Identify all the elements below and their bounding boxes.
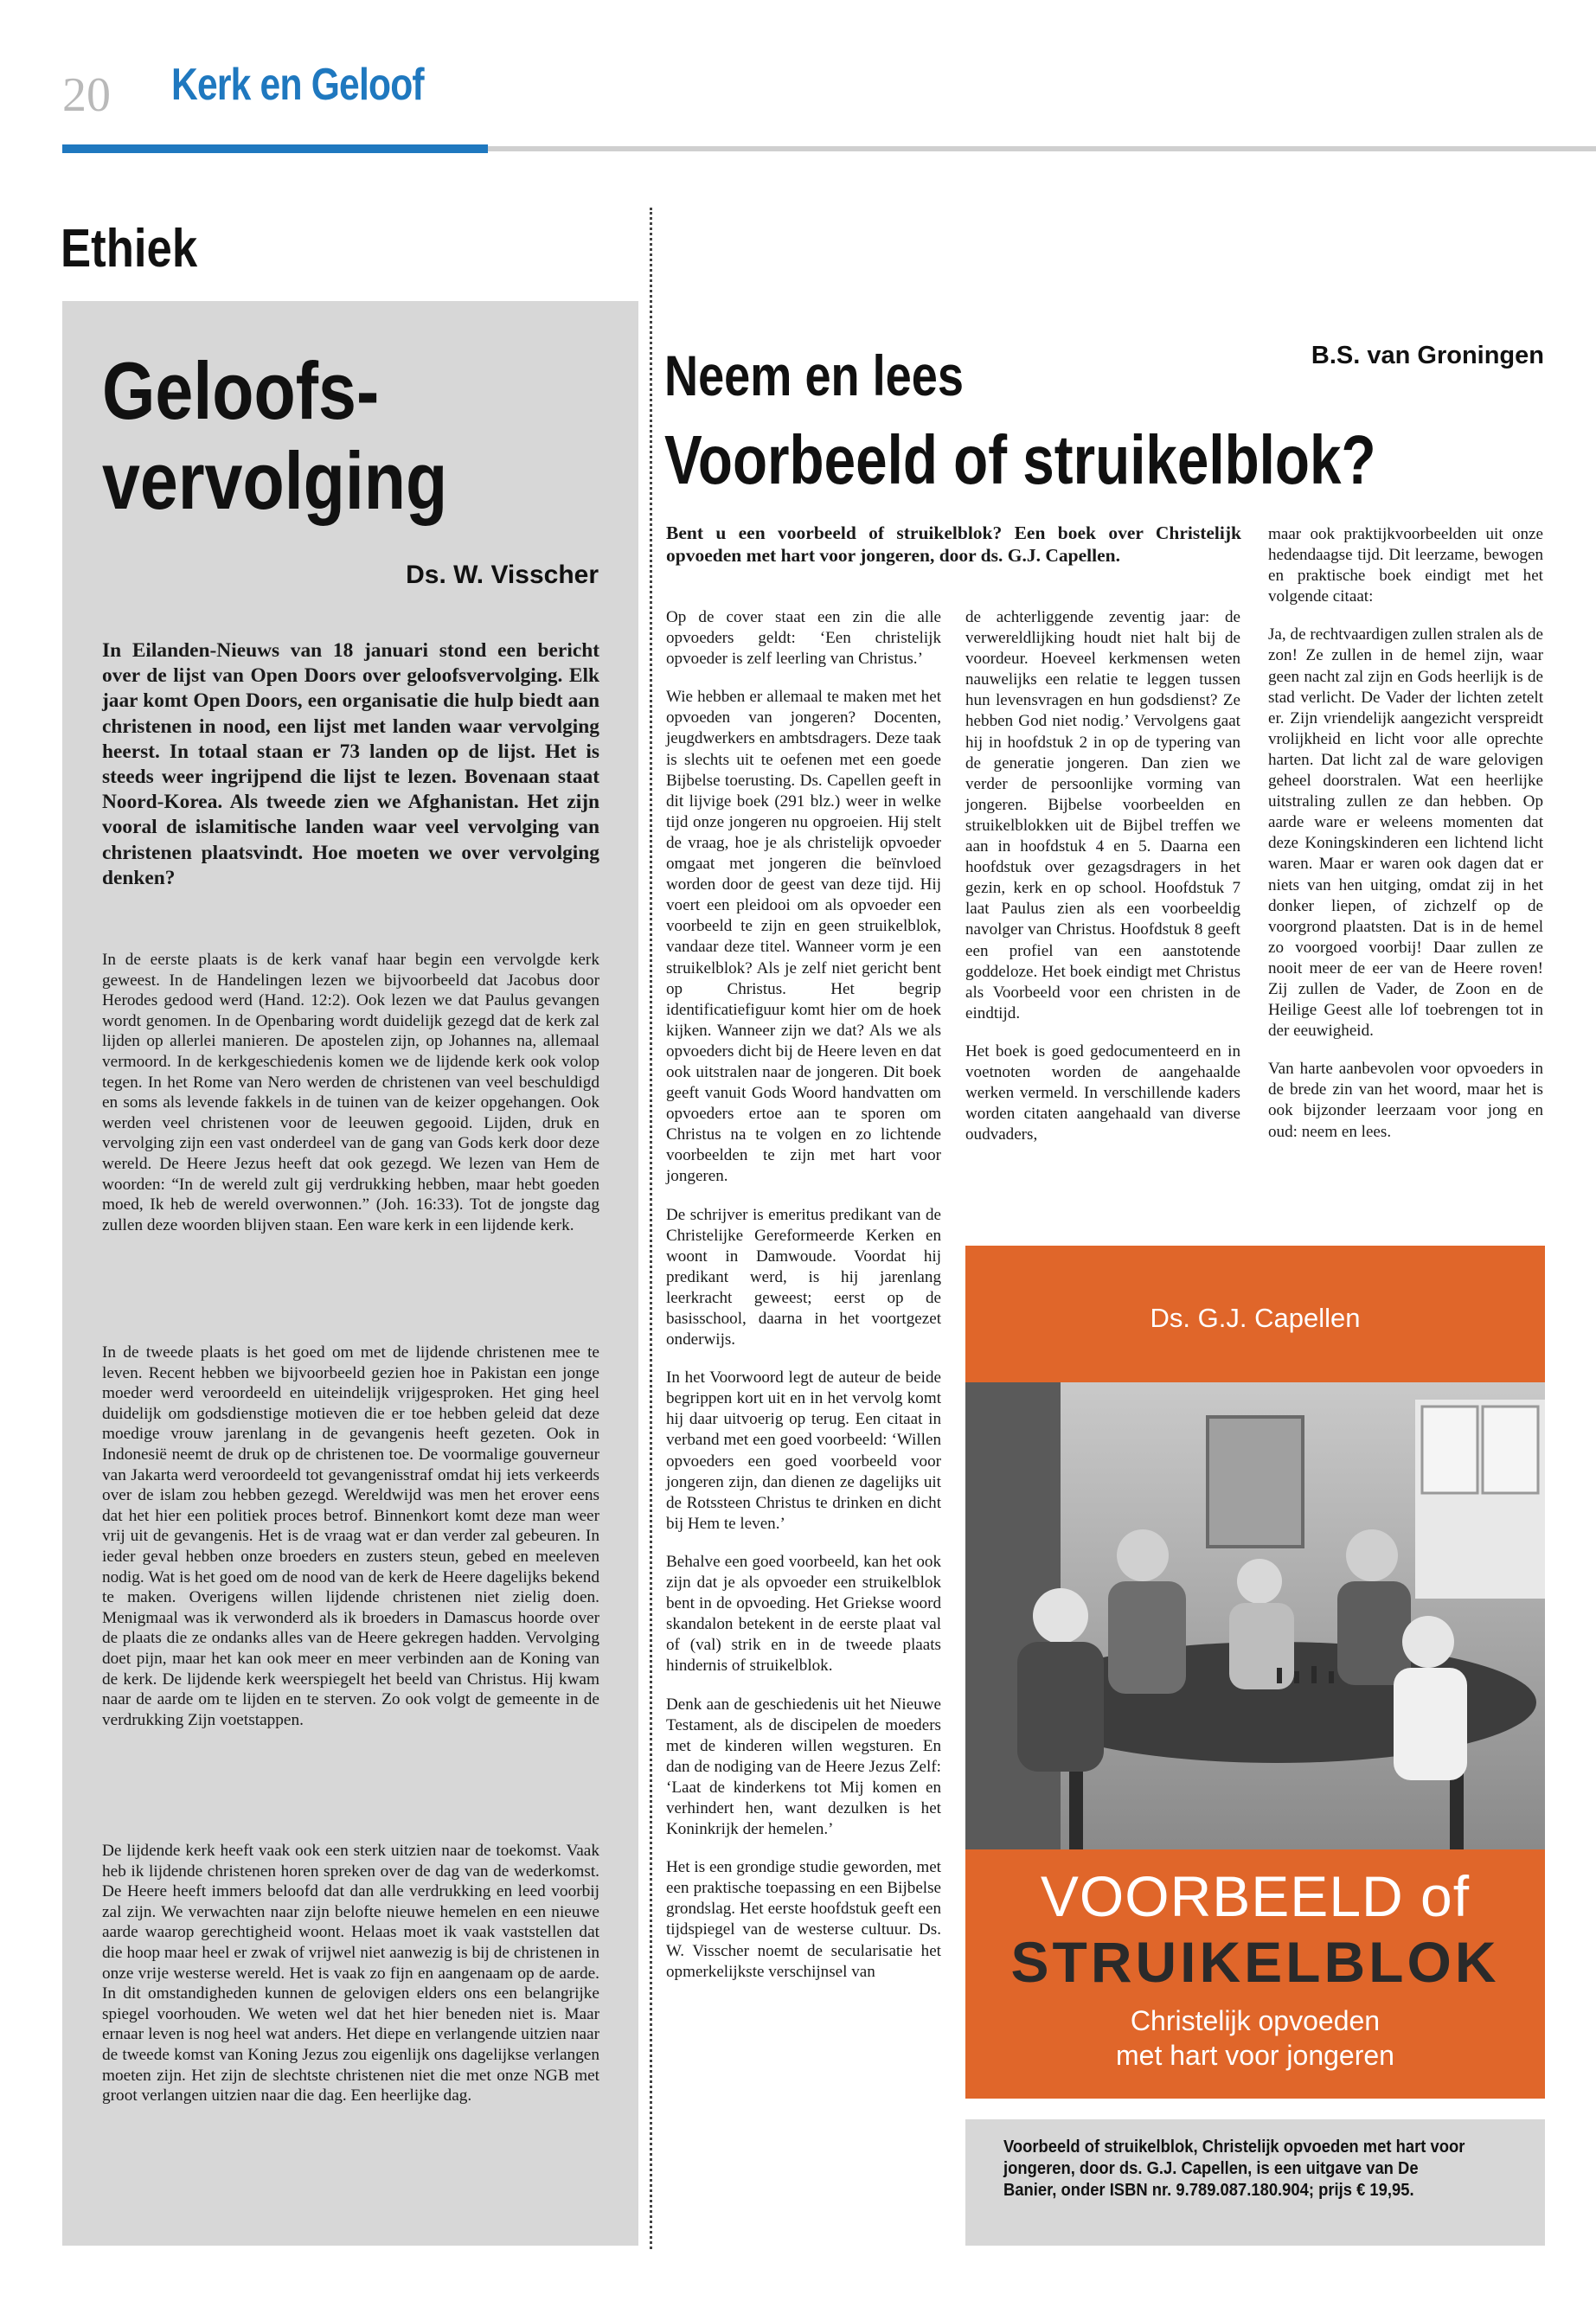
review-paragraph: Denk aan de geschiedenis uit het Nieuwe Testament, als de discipelen de moeders met de kinderen willen wegsturen. En dan de nodiging van de Heere Jezus Zelf: ‘Laat de kinderkens tot Mij komen en verhindert hen, want dezulken is het Koninkrijk der hemelen.’: [666, 1695, 941, 1839]
cover-title-line2: STRUIKELBLOK: [1010, 1930, 1500, 1994]
cover-subtitle: [965, 2003, 1545, 2073]
review-paragraph: Wie hebben er allemaal te maken met het opvoeden van jongeren? Docenten, jeugdwerkers en ambtsdragers. Deze taak is slechts uit te oefenen met een goede Bijbelse toerusting. Ds. Capellen geeft in dit lijvige boek (291 blz.) weer in welke tijd onze jongeren nu opgroeien. Hij stelt de vraag, hoe je als christelijk opvoeder omgaat met jongeren die beïnvloed worden door de geest van deze tijd. Hij voert een pleidooi om als opvoeder een voorbeeld te zijn en geen struikelblok, vandaar deze titel. Wanneer vorm je een struikelblok? Als je zelf niet gericht bent op Christus. Het begrip identificatiefiguur komt hier om de hoek kijken. Wanneer zijn we dat? Als we als opvoeders dicht bij de Heere leven en dat ook uitstralen naar de jongeren. Dit boek geeft vanuit Gods Woord handvatten om opvoeders ertoe aan te sporen om Christus na te volgen en zo lichtende voorbeelden te zijn met hart voor jongeren.: [666, 688, 941, 1186]
review-title: Voorbeeld of struikelblok?: [664, 421, 1376, 498]
column-divider: [650, 208, 652, 2249]
review-author: B.S. van Groningen: [1311, 342, 1544, 369]
book-caption: Voorbeeld of struikelblok, Christelijk opvoeden met hart voor jongeren, door ds. G.J. Capellen, is een uitgave van De Banier, onder ISBN nr. 9.789.087.180.904; prijs € 19,95.: [1003, 2138, 1465, 2200]
review-column-2: [965, 607, 1240, 1163]
left-article-author: Ds. W. Visscher: [406, 561, 599, 589]
review-paragraph: De schrijver is emeritus predikant van de Christelijke Gereformeerde Kerken en woont in Damwoude. Voordat hij predikant werd, is hij jarenlang leerkracht geweest; eerst op de basisschool, daarna in het voortgezet onderwijs.: [666, 1205, 941, 1349]
review-column-1: [666, 607, 941, 2000]
review-paragraph: In het Voorwoord legt de auteur de beide begrippen kort uit en in het vervolg komt hij daar uitvoerig op terug. Een citaat in verband met een goed voorbeeld: ‘Willen opvoeders een goed voorbeeld voor jongeren zijn, dan dienen ze dagelijks uit de Rotssteen Christus te drinken en dicht bij Hem te leven.’: [666, 1368, 941, 1533]
page-number: 20: [62, 68, 111, 122]
review-paragraph: Op de cover staat een zin die alle opvoeders geldt: ‘Een christelijk opvoeder is zelf leerling van Christus.’: [666, 608, 941, 669]
review-paragraph: Het is een grondige studie geworden, met een praktische toepassing en een Bijbelse grondslag. Het eerste hoofdstuk geeft een tijdspiegel van de westerse cultuur. Ds. W. Visscher noemt de secularisatie het opmerkelijkste verschijnsel van: [666, 1858, 941, 1981]
review-quote: Ja, de rechtvaardigen zullen stralen als de zon! Ze zullen in de hemel zijn, waar geen nacht zal zijn en Gods heerlijk is de stad verlicht. De Vader der lichten zetelt er. Zijn vriendelijk aangezicht verspreidt vrolijkheid en licht voor alle oprechte harten. Dat licht zal de ware gelovigen geheel doorstralen. Wat een heerlijke uitstraling zullen ze dan hebben. Op aarde ware er weleens momenten dat deze Koningskinderen een lichtend licht waren. Maar er waren ook dagen dat er niets van hen uitging, omdat zij in het donker liepen, of zichzelf op de voorgrond plaatsten. Dat is in de hemel zo voorgoed voorbij! Daar zullen ze nooit meer de eer van de Heere roven! Zij zullen de Vader, de Zoon en de Heilige Geest alle lof toebrengen tot in der eeuwigheid.: [1268, 625, 1543, 1041]
category-heading: Ethiek: [61, 219, 198, 279]
cover-family-photo: [965, 1382, 1545, 1849]
review-paragraph: Van harte aanbevolen voor opvoeders in de brede zin van het woord, maar het is ook bijzonder leerzaam voor jong en oud: neem en lees.: [1268, 1060, 1543, 1141]
left-title-line2: vervolging: [102, 435, 448, 526]
review-paragraph: maar ook praktijkvoorbeelden uit onze hedendaagse tijd. Dit leerzame, bewogen en praktische boek eindigt met het volgende citaat:: [1268, 525, 1543, 606]
left-paragraph: In de eerste plaats is de kerk vanaf haar begin een vervolgde kerk geweest. In de Handelingen lezen we bijvoorbeeld dat Jacobus door Herodes gedood werd (Hand. 12:2). Ook lezen we dat Paulus gevangen wordt genomen. In de Openbaring wordt duidelijk gezegd dat de kerk zal lijden op allerlei manieren. De apostelen zijn, op Johannes na, allemaal vermoord. In de kerkgeschiedenis komen we de lijdende kerk ook volop tegen. In het Rome van Nero werden de christenen van veel beschuldigd en soms als levende fakkels in de tuinen van de keizer opgehangen. Ook werden veel christenen voor de leeuwen gegooid. Lijden, druk en vervolging zijn een vast onderdeel van de gang van Gods kerk door deze wereld. De Heere Jezus heeft dat ook gezegd. We lezen van Hem de woorden: “In de wereld zult gij verdrukking hebben, maar hebt goeden moed, Ik heb de wereld overwonnen.” (Joh. 16:33). Tot de jongste dag zullen deze woorden blijven staan. Een ware kerk in een lijdende kerk.: [102, 951, 599, 1234]
review-paragraph: Het boek is goed gedocumenteerd en in voetnoten worden de aangehaalde werken vermeld. In verschillende kaders worden citaten aangehaald van diverse oudvaders,: [965, 1042, 1240, 1144]
book-cover: [965, 1246, 1545, 2099]
left-article-intro: In Eilanden-Nieuws van 18 januari stond een bericht over de lijst van Open Doors over geloofsvervolging. Elk jaar komt Open Doors, een organisatie die hulp biedt aan christenen in nood, een lijst met landen waar vervolging heerst. In totaal staan er 73 landen op de lijst. Het is steeds weer ingrijpend die lijst te lezen. Bovenaan staat Noord-Korea. Als tweede zien we Afghanistan. Het zijn vooral de islamitische landen waar veel vervolging van christenen plaatsvindt. Hoe moeten we over vervolging denken?: [102, 639, 599, 889]
section-title: Kerk en Geloof: [171, 60, 424, 110]
left-article-title: [102, 346, 538, 526]
review-lead: Bent u een voorbeeld of struikelblok? Een boek over Christelijk opvoeden met hart voor jongeren, door ds. G.J. Capellen.: [666, 522, 1241, 566]
review-paragraph: Behalve een goed voorbeeld, kan het ook zijn dat je als opvoeder een struikelblok bent in de opvoeding. Het Griekse woord skandalon betekent in de eerste plaat val of (val) strik en in de tweede plaats hindernis of struikelblok.: [666, 1552, 941, 1676]
cover-subtitle-line2: met hart voor jongeren: [1116, 2040, 1394, 2071]
cover-title-word: VOORBEELD: [1040, 1864, 1404, 1928]
left-paragraph: De lijdende kerk heeft vaak ook een sterk uitzien naar de toekomst. Vaak heb ik lijdende christenen horen spreken over de dag van de wederkomst. De Heere heeft immers beloofd dat dan alle verdrukking en leed voorbij zal zijn. We verwachten naar zijn belofte nieuwe hemelen en een nieuwe aarde waarop gerechtigheid woont. Helaas moet ik vaak vaststellen dat die hoop maar heel er zwak of vrijwel niet aanwezig is bij de christenen in onze vrije westerse wereld. Het is vaak zo fijn en aangenaam op de aarde. In dit omstandigheden kunnen de gelovigen elders ons een belangrijke spiegel voorhouden. We weten wel dat het hier beneden niet is. Maar ernaar leven is nog heel wat anders. Het diepe en verlangende uitzien naar de tweede komst van Koning Jezus zou eigenlijk ons dagelijkse verlangen moeten zijn. Het zijn de slechtste christenen niet die met onze NGB met groot verlangen uitzien naar die dag. Een heerlijke dag.: [102, 1842, 599, 2106]
review-kicker: Neem en lees: [664, 343, 964, 407]
cover-title-of: of: [1420, 1864, 1471, 1928]
header-accent-rule: [62, 144, 488, 153]
left-title-line1: Geloofs-: [102, 345, 380, 436]
review-paragraph: de achterliggende zeventig jaar: de verwereldlijking houdt niet halt bij de voordeur. Hoeveel kerkmensen weten nauwelijks een relatie te leggen tussen hun levensvragen en hun godsdienst? Ze hebben God niet nodig.’ Vervolgens gaat hij in hoofdstuk 2 in op de typering van de generatie jongeren. Dan zien we verder de persoonlijke vorming van jongeren. Bijbelse voorbeelden en struikelblokken uit de Bijbel treffen we aan in hoofdstuk 4 en 5. Daarna een hoofdstuk over gezagsdragers in het gezin, kerk en op school. Hoofdstuk 7 laat Paulus zien als een voorbeeldig navolger van Christus. Hoofdstuk 8 geeft een profiel van een aanstotende goddeloze. Het boek eindigt met Christus als Voorbeeld voor een christen in de eindtijd.: [965, 608, 1240, 1022]
cover-subtitle-line1: Christelijk opvoeden: [1130, 2005, 1381, 2036]
left-paragraph: In de tweede plaats is het goed om met de lijdende christenen mee te leven. Recent hebben we bijvoorbeeld gezien hoe in Pakistan een jonge moeder werd veroordeeld en uiteindelijk vrijgesproken. Het ging heel duidelijk om godsdienstige motieven die er toe hebben geleid dat deze moedige vrouw jarenlang in de gevangenis heeft gezeten. Ook in Indonesië neemt de druk op de christenen toe. De voormalige gouverneur van Jakarta werd veroordeeld tot gevangenisstraf omdat hij iets verkeerds over de islam zou hebben gezegd. Wereldwijd was men het erover eens dat het hier een politiek proces betrof. Binnenkort komt deze man weer vrij uit de gevangenis. Het is de vraag wat er dan verder zal gebeuren. In ieder geval hebben onze broeders en zusters steun, gebed en meeleven nodig. Wat is het goed om de nood van de kerk de Heere dagelijks bekend te maken. Overigens willen lijdende christenen niet zielig doen. Menigmaal was ik verwonderd als ik broeders in Damascus hoorde over de plaats die ze ondanks alles van de Heere gekregen hadden. Vervolging doet pijn, maar het kan ook meer en meer verbinden aan de Koning van de kerk. De lijdende kerk weerspiegelt het beeld van Christus. Hij kwam naar de aarde om te lijden en te sterven. Zo ook volgt de gemeente in de verdrukking Zijn voetstappen.: [102, 1343, 599, 1729]
review-column-3: [1268, 524, 1543, 1160]
cover-author: Ds. G.J. Capellen: [1150, 1303, 1361, 1333]
cover-title-line1: [965, 1863, 1545, 1929]
